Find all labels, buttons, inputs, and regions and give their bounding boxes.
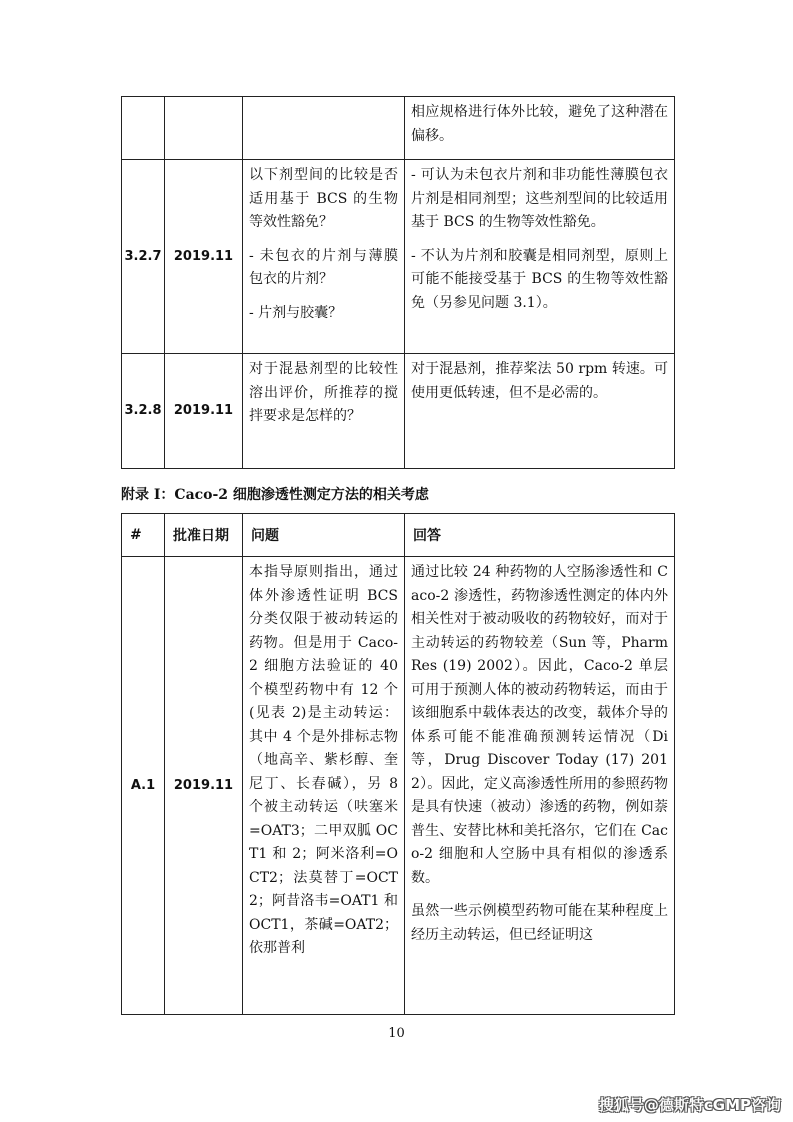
page-number: 10 [388,1026,405,1041]
column-header-date: 批准日期 [165,514,243,557]
appendix-title: 附录 I：Caco-2 细胞渗透性测定方法的相关考虑 [121,487,429,503]
table-row [122,97,675,160]
answer-cell [405,354,675,469]
answer-paragraph: 虽然一些示例模型药物可能在某种程度上经历主动转运，但已经证明这 [411,903,668,943]
row-number: A.1 [122,557,165,1015]
answer-cell [405,97,675,160]
appendix-qa-table [121,513,675,1015]
table-header-row [122,514,675,557]
question-paragraph: 本指导原则指出，通过体外渗透性证明 BCS 分类仅限于被动转运的药物。但是用于 Caco-2 细胞方法验证的 40 个模型药物中有 12 个(见表 2)是主动转运：其中 4 个是外排标志物（地高辛、紫杉醇、奎尼丁、长春碱），另 8 个被主动转运（呋塞米=OAT3；二甲双胍 OCT1 和 2；阿米洛利=OCT2；法莫替丁=OCT2；阿昔洛韦=OAT1 和 OCT1，茶碱=OAT2；依那普利 [249,564,398,956]
question-paragraph: 对于混悬剂型的比较性溶出评价，所推荐的搅拌要求是怎样的？ [249,361,398,424]
answer-cell [405,160,675,354]
column-header-number: # [122,514,165,557]
question-cell [243,97,405,160]
answer-paragraph: 通过比较 24 种药物的人空肠渗透性和 Caco-2 渗透性，药物渗透性测定的体内外相关性对于被动吸收的药物较好，而对于主动转运的药物较差（Sun 等，Pharm Res (19) 2002）。因此，Caco-2 单层可用于预测人体的被动药物转运，而由于该细胞系中载体表达的改变，载体介导的体系可能不能准确预测转运情况（Di 等，Drug Discover Today (17) 2012）。因此，定义高渗透性所用的参照药物是具有快速（被动）渗透的药物，例如萘普生、安替比林和美托洛尔，它们在 Caco-2 细胞和人空肠中具有相似的渗透系数。 [411,564,668,886]
question-cell [243,557,405,1015]
question-cell [243,354,405,469]
table-row [122,160,675,354]
question-paragraph: 以下剂型间的比较是否适用基于 BCS 的生物等效性豁免？ [249,167,398,230]
column-header-question: 问题 [243,514,405,557]
approval-date [165,97,243,160]
approval-date: 2019.11 [165,557,243,1015]
answer-paragraph: - 可认为未包衣片剂和非功能性薄膜包衣片剂是相同剂型；这些剂型间的比较适用基于 BCS 的生物等效性豁免。 [411,167,668,230]
row-number: 3.2.7 [122,160,165,354]
question-paragraph: - 未包衣的片剂与薄膜包衣的片剂？ [249,247,398,287]
column-header-answer: 回答 [405,514,675,557]
answer-paragraph: 相应规格进行体外比较，避免了这种潜在偏移。 [411,104,668,144]
approval-date: 2019.11 [165,354,243,469]
answer-paragraph: 对于混悬剂，推荐桨法 50 rpm 转速。可使用更低转速，但不是必需的。 [411,361,668,401]
qa-table-continued [121,96,675,469]
question-paragraph: - 片剂与胶囊？ [249,304,343,321]
question-cell [243,160,405,354]
table-row [122,557,675,1015]
approval-date: 2019.11 [165,160,243,354]
watermark: 搜狐号@德斯特cGMP咨询 [598,1096,781,1114]
answer-cell [405,557,675,1015]
row-number [122,97,165,160]
answer-paragraph: - 不认为片剂和胶囊是相同剂型，原则上可能不能接受基于 BCS 的生物等效性豁免（另参见问题 3.1）。 [411,247,668,311]
table-row [122,354,675,469]
row-number: 3.2.8 [122,354,165,469]
